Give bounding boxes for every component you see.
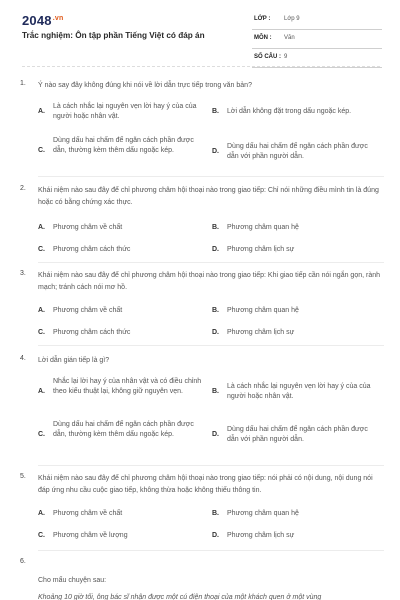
option-letter: B. bbox=[212, 307, 219, 314]
option-text: Phương châm quan hệ bbox=[227, 224, 299, 231]
option-text: Dùng dấu hai chấm để ngăn cách phần được dẫn với phần người dẫn. bbox=[227, 426, 368, 443]
option-letter: A. bbox=[38, 108, 45, 115]
header-divider bbox=[22, 66, 380, 67]
question-number: 2. bbox=[20, 185, 26, 192]
option-letter: A. bbox=[38, 510, 45, 517]
option-letter: C. bbox=[38, 246, 45, 253]
story-excerpt: Khoảng 10 giờ tối, ông bác sĩ nhận được một cú điện thoại của một khách quen ở một vùng bbox=[38, 594, 322, 600]
question-text: Cho mẩu chuyện sau: bbox=[38, 577, 107, 584]
option-text: Phương châm cách thức bbox=[53, 246, 131, 253]
option-text: Phương châm về lượng bbox=[53, 532, 128, 539]
option-text: Là cách nhắc lại nguyên vẹn lời hay ý của của người hoặc nhân vật. bbox=[53, 103, 197, 120]
logo-text: 2048 bbox=[22, 13, 52, 28]
option-letter: C. bbox=[38, 147, 45, 154]
meta-row-subject bbox=[252, 33, 382, 49]
question-divider bbox=[38, 465, 384, 466]
option-text: Phương châm về chất bbox=[53, 307, 123, 314]
question-text: Khái niệm nào sau đây để chỉ phương châm hội thoại nào trong giao tiếp: Chỉ nói những điều mình tin là đúng hoặc có bằng chứng xác thực. bbox=[38, 187, 379, 206]
question-number: 5. bbox=[20, 473, 26, 480]
option-text: Phương châm lịch sự bbox=[227, 532, 295, 539]
option-text: Phương châm lịch sự bbox=[227, 246, 295, 253]
option-letter: A. bbox=[38, 224, 45, 231]
option-text: Phương châm cách thức bbox=[53, 329, 131, 336]
option-text: Phương châm quan hệ bbox=[227, 510, 299, 517]
question-divider bbox=[38, 176, 384, 177]
question-text: Ý nào say đây không đúng khi nói về lời dẫn trực tiếp trong văn bản? bbox=[38, 82, 252, 89]
option-letter: D. bbox=[212, 246, 219, 253]
option-letter: C. bbox=[38, 431, 45, 438]
option-letter: B. bbox=[212, 224, 219, 231]
option-text: Phương châm về chất bbox=[53, 510, 123, 517]
option-letter: D. bbox=[212, 532, 219, 539]
option-text: Dùng dấu hai chấm để ngăn cách phần được dẫn, thường kèm thêm dấu ngoặc kép. bbox=[53, 137, 194, 154]
question-divider bbox=[38, 550, 384, 551]
question-divider bbox=[38, 345, 384, 346]
option-text: Phương châm về chất bbox=[53, 224, 123, 231]
option-letter: C. bbox=[38, 532, 45, 539]
option-text: Dùng dấu hai chấm để ngăn cách phần được dẫn với phần người dẫn. bbox=[227, 143, 368, 160]
option-letter: D. bbox=[212, 431, 219, 438]
question-text: Lời dẫn gián tiếp là gì? bbox=[38, 357, 110, 364]
question-number: 4. bbox=[20, 355, 26, 362]
question-number: 3. bbox=[20, 270, 26, 277]
meta-label: SỐ CÂU : bbox=[254, 54, 281, 60]
meta-table bbox=[252, 14, 382, 71]
option-text: Phương châm quan hệ bbox=[227, 307, 299, 314]
option-letter: C. bbox=[38, 329, 45, 336]
question-divider bbox=[38, 262, 384, 263]
question-text: Khái niệm nào sau đây để chỉ phương châm hội thoại nào trong giao tiếp: nói phải có nội dung, nội dung nói đáp ứng nhu cầu cuộc giao tiếp, không thừa hoặc không thiếu thông tin. bbox=[38, 475, 373, 494]
document-title: Trắc nghiệm: Ôn tập phần Tiếng Việt có đáp án bbox=[22, 31, 205, 40]
question-number: 1. bbox=[20, 80, 26, 87]
logo-ext: .vn bbox=[52, 14, 64, 22]
question-text: Khái niệm nào sau đây để chỉ phương châm hội thoại nào trong giao tiếp: Khi giao tiếp cần nói ngắn gọn, rành mạch; tránh cách nói mơ hồ. bbox=[38, 272, 381, 291]
meta-label: LỚP : bbox=[254, 16, 271, 22]
option-letter: B. bbox=[212, 388, 219, 395]
option-text: Lời dẫn không đặt trong dấu ngoặc kép. bbox=[227, 108, 352, 115]
meta-value: 9 bbox=[284, 54, 288, 60]
meta-label: MÔN : bbox=[254, 35, 272, 41]
option-text: Nhắc lại lời hay ý của nhân vật và có điều chỉnh theo kiểu thuật lại, không giữ nguyên vẹn. bbox=[53, 378, 202, 395]
question-number: 6. bbox=[20, 558, 26, 565]
option-letter: D. bbox=[212, 148, 219, 155]
option-text: Dùng dấu hai chấm để ngăn cách phần được dẫn, thường kèm thêm dấu ngoặc kép. bbox=[53, 421, 194, 438]
meta-value: Lớp 9 bbox=[284, 16, 300, 22]
option-letter: D. bbox=[212, 329, 219, 336]
option-letter: B. bbox=[212, 108, 219, 115]
header bbox=[0, 0, 400, 70]
option-letter: A. bbox=[38, 307, 45, 314]
option-letter: B. bbox=[212, 510, 219, 517]
meta-value: Văn bbox=[284, 35, 295, 41]
option-text: Là cách nhắc lại nguyên vẹn lời hay ý của của người hoặc nhân vật. bbox=[227, 383, 371, 400]
option-letter: A. bbox=[38, 388, 45, 395]
option-text: Phương châm lịch sự bbox=[227, 329, 295, 336]
meta-row-class bbox=[252, 14, 382, 30]
site-logo[interactable] bbox=[22, 13, 63, 28]
